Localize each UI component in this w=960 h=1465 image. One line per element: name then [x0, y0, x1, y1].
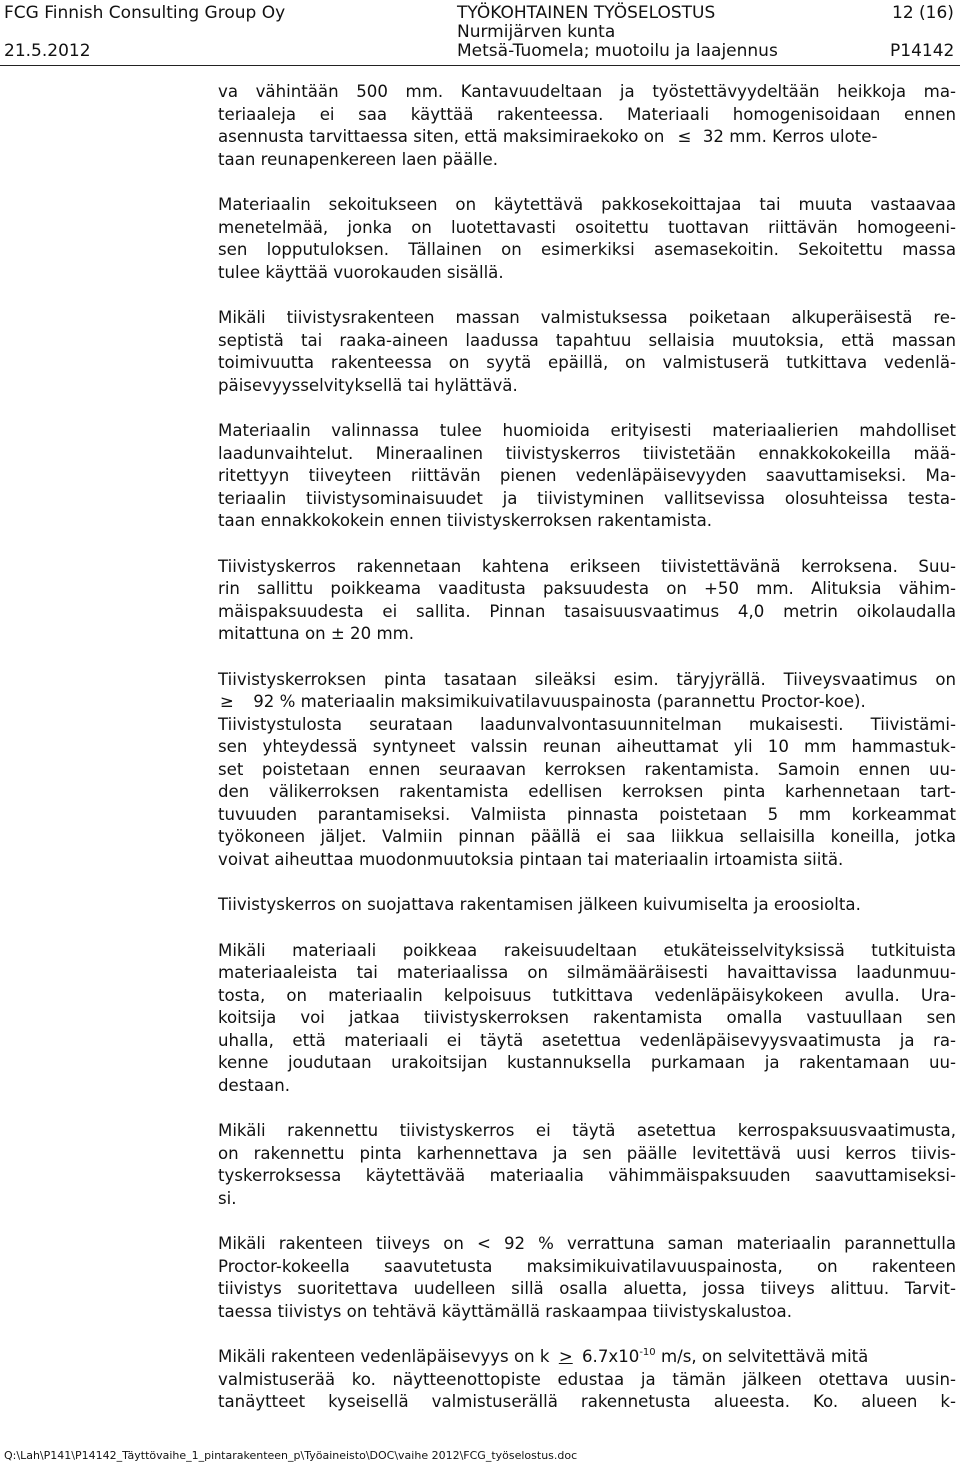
text-line: Tiivistyskerroksen pinta tasataan sileäksi esim. täryjyrällä. Tiiveysvaatimus on — [218, 669, 956, 689]
paragraph-6 — [218, 669, 956, 872]
paragraph-8 — [218, 940, 956, 1098]
paragraph-2 — [218, 194, 956, 284]
text-line: menetelmää, jonka on luotettavasti osoitettu tuottavan riittävän homogeeni- — [218, 217, 956, 237]
text-line: koitsija voi jatkaa tiivistyskerroksen rakentamista omalla vastuullaan sen — [218, 1008, 956, 1027]
text-line: septistä tai raaka-aineen laadussa tapahtuu sellaisia muutoksia, että massan — [218, 330, 956, 350]
paragraph-9 — [218, 1120, 956, 1210]
paragraph-4 — [218, 420, 956, 533]
header-page-number: 12 (16) — [892, 3, 954, 23]
text-line: den välikerroksen rakentamista edellisen kerroksen pinta karhennetaan tart- — [218, 782, 956, 801]
text-line: Proctor-kokeella saavutetusta maksimikuivatilavuuspainosta, on rakenteen — [218, 1256, 956, 1276]
header-project: Metsä-Tuomela; muotoilu ja laajennus — [457, 41, 778, 61]
less-or-equal-symbol: ≤ — [677, 127, 692, 146]
greater-or-equal-symbol: ≥ — [220, 692, 234, 711]
text-line: Mikäli tiivistysrakenteen massan valmistuksessa poiketaan alkuperäisestä re- — [218, 308, 956, 327]
paragraph-1 — [218, 81, 956, 171]
text-line: tanäytteet kyseisellä valmistuserällä rakennetusta alueesta. Ko. alueen k- — [218, 1392, 956, 1411]
text-line: mitattuna on ± 20 mm. — [218, 624, 415, 643]
text-line: tulee käyttää vuorokauden sisällä. — [218, 262, 504, 282]
text-line: rin sallittu poikkeama vaaditusta paksuudesta on +50 mm. Alituksia vähim- — [218, 579, 956, 598]
text-segment: 32 mm. Kerros ulote- — [702, 127, 878, 146]
text-line: sen lopputuloksen. Tällainen on esimerkiksi asemasekoitin. Sekoitettu massa — [218, 240, 956, 259]
header-project-number: P14142 — [890, 41, 955, 61]
text-line: Mikäli rakennettu tiivistyskerros ei täytä asetettua kerrospaksuusvaatimusta, — [218, 1121, 956, 1140]
text-line: ritettyyn tiiveyteen riittävän pienen vedenläpäisevyyden saavuttamiseksi. Ma- — [218, 466, 956, 485]
text-line: tosta, on materiaalin kelpoisuus tutkittava vedenläpäisykokeen avulla. Ura- — [218, 985, 956, 1005]
text-line: Mikäli materiaali poikkeaa rakeisuudeltaan etukäteisselvityksissä tutkituista — [218, 940, 956, 960]
text-segment: asennusta tarvittaessa siten, että maksimiraekoko on — [218, 127, 665, 146]
text-line: tyskerroksessa käytettävää materiaalia vähimmäispaksuuden saavuttamiseksi- — [218, 1166, 956, 1185]
text-line: kenne joudutaan urakoitsijan kustannuksella purkamaan ja rakentamaan uu- — [218, 1053, 956, 1072]
text-line: Tiivistyskerros on suojattava rakentamisen jälkeen kuivumiselta ja eroosiolta. — [218, 895, 861, 914]
footer-file-path: Q:\Lah\P141\P14142_Täyttövaihe_1_pintarakenteen_p\Työaineisto\DOC\vaihe 2012\FCG_työselostus.doc — [4, 1449, 578, 1462]
text-line: taan ennakkokokein ennen tiivistyskerroksen rakentamista. — [218, 511, 713, 530]
text-line: mäispaksuudesta ei sallita. Pinnan tasaisuusvaatimus 4,0 metrin oikolaudalla — [218, 601, 956, 621]
paragraph-5 — [218, 556, 956, 646]
header-company: FCG Finnish Consulting Group Oy — [4, 3, 286, 23]
text-line — [218, 1346, 956, 1369]
text-line: Materiaalin valinnassa tulee huomioida erityisesti materiaalierien mahdolliset — [218, 421, 956, 440]
text-line: teriaalin tiivistysominaisuudet ja tiivistyminen vallitsevissa olosuhteissa testa- — [218, 488, 956, 508]
text-line: Tiivistyskerros rakennetaan kahtena erikseen tiivistettävänä kerroksena. Suu- — [218, 556, 956, 576]
text-line: päisevyysselvityksellä tai hylättävä. — [218, 375, 518, 395]
text-line: työkoneen jäljet. Valmiin pinnan päällä ei saa liikkua sellaisilla koneilla, jotka — [218, 827, 956, 846]
permeability-exponent: -10 — [639, 1347, 656, 1358]
text-line: va vähintään 500 mm. Kantavuudeltaan ja työstettävyydeltään heikkoja ma- — [218, 82, 956, 101]
header-municipality: Nurmijärven kunta — [457, 22, 616, 42]
permeability-value — [582, 1347, 656, 1366]
text-line: teriaaleja ei saa käyttää rakenteessa. Materiaali homogenisoidaan ennen — [218, 104, 956, 124]
header-rule — [0, 65, 960, 66]
document-body — [218, 81, 956, 1437]
text-line: voivat aiheuttaa muodonmuutoksia pintaan tai materiaalin irtoamista siitä. — [218, 849, 844, 869]
paragraph-10 — [218, 1233, 956, 1323]
text-line: tuvuuden parantamiseksi. Valmiista pinnasta poistetaan 5 mm korkeammat — [218, 804, 956, 824]
text-line: valmistuserää ko. näytteenottopiste edustaa ja tämän jälkeen otettava uusin- — [218, 1369, 956, 1389]
text-segment: m/s, on selvitettävä mitä — [660, 1347, 869, 1366]
text-line: set poistetaan ennen seuraavan kerroksen rakentamista. Samoin ennen uu- — [218, 759, 956, 779]
permeability-base: 6.7x10 — [582, 1347, 640, 1366]
text-line: uhalla, että materiaali ei täytä asetettua vedenläpäisevyysvaatimusta ja ra- — [218, 1030, 956, 1050]
text-line: Mikäli rakenteen tiiveys on < 92 % verrattuna saman materiaalin parannettulla — [218, 1234, 956, 1253]
text-line: materiaaleista tai materiaalissa on silmämääräisesti havaittavissa laadunmuu- — [218, 963, 956, 982]
paragraph-7 — [218, 894, 956, 917]
text-line — [218, 126, 956, 149]
greater-or-equal-symbol: > — [558, 1347, 573, 1366]
header-doc-title: TYÖKOHTAINEN TYÖSELOSTUS — [457, 3, 716, 23]
paragraph-11 — [218, 1346, 956, 1414]
text-line: si. — [218, 1188, 237, 1208]
text-segment: Mikäli rakenteen vedenläpäisevyys on k — [218, 1347, 550, 1366]
text-line: Tiivistystulosta seurataan laadunvalvontasuunnitelman mukaisesti. Tiivistämi- — [218, 714, 956, 734]
paragraph-3 — [218, 307, 956, 397]
text-line: on rakennettu pinta karhennettava ja sen päälle levitettävä uusi kerros tiivis- — [218, 1143, 956, 1163]
text-line — [218, 691, 956, 714]
text-line: taan reunapenkereen laen päälle. — [218, 149, 499, 169]
text-line: destaan. — [218, 1075, 291, 1095]
text-line: toimivuutta rakenteessa on syytä epäillä, on valmistuserä tutkittava vedenlä- — [218, 353, 956, 372]
text-line: taessa tiivistys on tehtävä käyttämällä raskaampaa tiivistyskalustoa. — [218, 1301, 792, 1321]
header-date: 21.5.2012 — [4, 41, 91, 61]
text-line: sen yhteydessä syntyneet valssin reunan aiheuttamat yli 10 mm hammastuk- — [218, 737, 956, 756]
text-segment: 92 % materiaalin maksimikuivatilavuuspainosta (parannettu Proctor-koe). — [253, 692, 866, 711]
text-line: tiivistys suoritettava uudelleen sillä osalla aluetta, jossa tiiveys alittuu. Tarvit- — [218, 1279, 956, 1298]
text-line: Materiaalin sekoitukseen on käytettävä pakkosekoittajaa tai muuta vastaavaa — [218, 195, 956, 214]
text-line: laadunvaihtelut. Mineraalinen tiivistyskerros tiivistetään ennakkokokeilla mää- — [218, 443, 956, 463]
